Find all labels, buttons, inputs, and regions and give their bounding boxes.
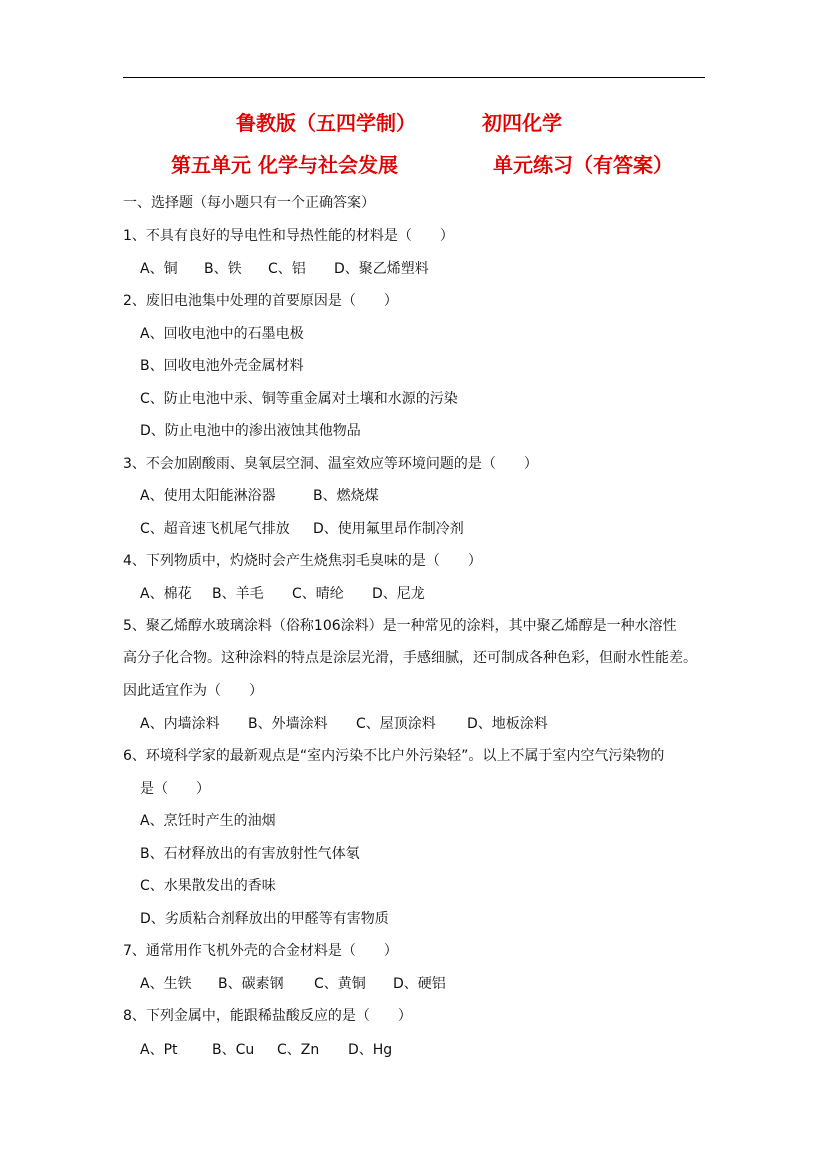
- question-2-option-a: A、回收电池中的石墨电极: [140, 326, 304, 342]
- question-8-option-b: B、Cu: [212, 1042, 255, 1058]
- question-5-stem-line-1: 5、聚乙烯醇水玻璃涂料（俗称106涂料）是一种常见的涂料，其中聚乙烯醇是一种水溶性: [123, 618, 677, 634]
- question-7-option-b: B、碳素钢: [218, 976, 284, 992]
- question-7-option-a: A、生铁: [140, 976, 192, 992]
- document-title: 鲁教版（五四学制）: [236, 111, 416, 135]
- question-4-option-d: D、尼龙: [372, 586, 425, 602]
- question-2-stem: 2、废旧电池集中处理的首要原因是（ ）: [123, 293, 398, 309]
- question-3-option-b: B、燃烧煤: [313, 488, 379, 504]
- question-8-option-c: C、Zn: [277, 1042, 320, 1058]
- header-rule: [123, 77, 705, 78]
- question-5-option-a: A、内墙涂料: [140, 716, 220, 732]
- question-1-option-c: C、铝: [268, 261, 306, 277]
- question-6-option-b: B、石材释放出的有害放射性气体氡: [140, 846, 360, 862]
- question-5-option-d: D、地板涂料: [467, 716, 548, 732]
- question-1-option-a: A、铜: [140, 261, 178, 277]
- question-3-option-c: C、超音速飞机尾气排放: [140, 521, 290, 537]
- question-1-stem: 1、不具有良好的导电性和导热性能的材料是（ ）: [123, 228, 454, 244]
- question-5-stem-line-3: 因此适宜作为（ ）: [123, 683, 263, 699]
- question-3-stem: 3、不会加剧酸雨、臭氧层空洞、温室效应等环境问题的是（ ）: [123, 456, 538, 472]
- question-2-option-b: B、回收电池外壳金属材料: [140, 358, 304, 374]
- question-4-option-b: B、羊毛: [212, 586, 264, 602]
- question-7-stem: 7、通常用作飞机外壳的合金材料是（ ）: [123, 943, 398, 959]
- question-1-option-d: D、聚乙烯塑料: [334, 261, 429, 277]
- question-4-option-c: C、晴纶: [292, 586, 344, 602]
- question-5-option-b: B、外墙涂料: [248, 716, 328, 732]
- question-4-option-a: A、棉花: [140, 586, 192, 602]
- question-7-option-c: C、黄铜: [314, 976, 366, 992]
- question-6-stem-line-2: 是（ ）: [140, 781, 210, 797]
- question-3-option-d: D、使用氟里昂作制冷剂: [313, 521, 464, 537]
- grade-title: 初四化学: [482, 111, 562, 135]
- question-8-option-d: D、Hg: [348, 1042, 393, 1058]
- question-1-option-b: B、铁: [204, 261, 242, 277]
- question-2-option-c: C、防止电池中汞、铜等重金属对土壤和水源的污染: [140, 391, 458, 407]
- question-3-option-a: A、使用太阳能淋浴器: [140, 488, 276, 504]
- question-6-option-a: A、烹饪时产生的油烟: [140, 813, 276, 829]
- question-4-stem: 4、下列物质中，灼烧时会产生烧焦羽毛臭味的是（ ）: [123, 553, 482, 569]
- exercise-title: 单元练习（有答案）: [493, 153, 673, 177]
- question-6-option-c: C、水果散发出的香味: [140, 878, 276, 894]
- question-2-option-d: D、防止电池中的渗出液蚀其他物品: [140, 423, 361, 439]
- question-6-option-d: D、劣质粘合剂释放出的甲醛等有害物质: [140, 911, 389, 927]
- question-8-stem: 8、下列金属中，能跟稀盐酸反应的是（ ）: [123, 1008, 412, 1024]
- section-heading: 一、选择题（每小题只有一个正确答案）: [123, 195, 375, 211]
- question-6-stem-line-1: 6、环境科学家的最新观点是“室内污染不比户外污染轻”。以上不属于室内空气污染物的: [123, 748, 665, 764]
- unit-title: 第五单元 化学与社会发展: [171, 153, 398, 177]
- question-7-option-d: D、硬铝: [393, 976, 446, 992]
- question-8-option-a: A、Pt: [140, 1042, 178, 1058]
- question-5-stem-line-2: 高分子化合物。这种涂料的特点是涂层光滑，手感细腻，还可制成各种色彩，但耐水性能差。: [123, 650, 697, 666]
- question-5-option-c: C、屋顶涂料: [356, 716, 436, 732]
